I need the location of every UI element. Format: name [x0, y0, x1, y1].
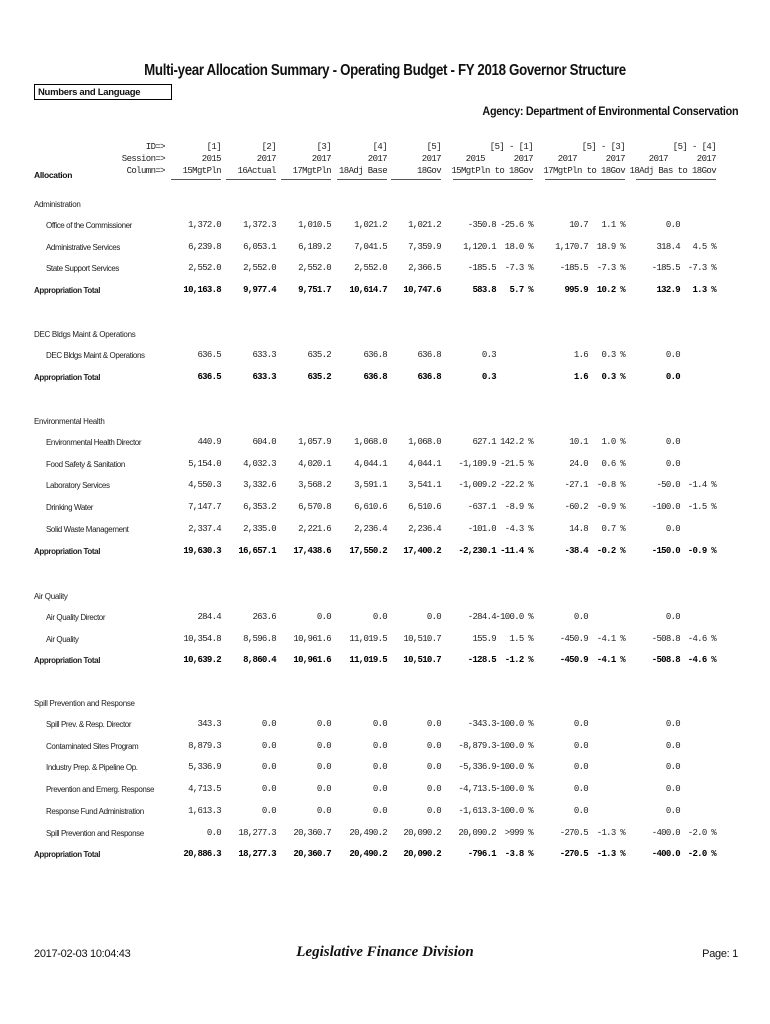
row-diff: -4,713.5 [458, 784, 496, 795]
row-value: 6,053.1 [243, 241, 276, 252]
column-id: [3] [316, 142, 331, 152]
allocation-row-label: Response Fund Administration [46, 806, 144, 816]
row-value: 3,541.1 [408, 480, 441, 491]
column-id: [2] [261, 142, 276, 152]
appropriation-total-label: Appropriation Total [34, 850, 101, 860]
allocation-row-label: Industry Prep. & Pipeline Op. [46, 763, 138, 773]
column-name: 17MgtPln [292, 166, 331, 176]
row-value: 8,596.8 [243, 633, 276, 644]
row-diff: 0.0 [573, 805, 588, 816]
diff-column-session-a: 2017 [557, 154, 577, 164]
row-value: 1,010.5 [298, 220, 331, 230]
row-diff-pct: -0.9 % [596, 502, 625, 513]
row-value: 0.0 [316, 784, 331, 795]
row-value: 0.0 [372, 805, 387, 816]
row-diff: -350.8 [467, 220, 496, 230]
row-diff-pct: -7.3 % [504, 263, 533, 274]
footer-page-number: Page: 1 [702, 948, 738, 960]
row-diff: 0.0 [665, 458, 680, 469]
row-diff: -27.1 [564, 480, 588, 491]
allocation-row-label: Air Quality [46, 634, 79, 644]
total-value: 18,277.3 [238, 849, 276, 860]
total-diff-pct: -0.9 % [687, 545, 716, 556]
total-value: 16,657.1 [238, 545, 276, 556]
row-value: 2,552.0 [298, 263, 331, 274]
row-value: 0.0 [261, 784, 276, 795]
row-value: 0.0 [261, 805, 276, 816]
row-diff: 0.0 [573, 740, 588, 751]
row-value: 4,020.1 [298, 458, 331, 469]
total-diff: -2,230.1 [458, 545, 496, 556]
row-diff-pct: -100.0 % [495, 740, 533, 751]
total-diff: 583.8 [472, 285, 496, 296]
row-diff-pct: -100.0 % [495, 612, 533, 622]
appropriation-total-label: Appropriation Total [34, 546, 101, 556]
row-diff: 1,170.7 [555, 241, 588, 252]
row-diff: 10.7 [569, 220, 588, 230]
total-diff-pct: 0.3 % [601, 371, 625, 382]
row-value: 6,189.2 [298, 241, 331, 252]
allocation-row-label: Prevention and Emerg. Response [46, 785, 155, 795]
row-value: 0.0 [316, 762, 331, 773]
total-diff-pct: 1.3 % [692, 285, 716, 296]
row-value: 0.0 [206, 827, 221, 838]
row-diff-pct: -21.5 % [500, 458, 533, 469]
row-value: 0.0 [426, 740, 441, 751]
row-diff-pct: -0.8 % [596, 480, 625, 491]
diff-column-id: [5] - [4] [672, 142, 716, 152]
row-value: 1,372.0 [188, 220, 221, 230]
total-value: 10,639.2 [183, 655, 221, 666]
row-value: 604.0 [252, 437, 276, 447]
total-value: 10,163.8 [183, 285, 221, 296]
diff-column-session-b: 2017 [696, 154, 716, 164]
row-value: 3,591.1 [354, 480, 387, 491]
row-value: 636.5 [197, 350, 221, 360]
total-value: 20,360.7 [293, 849, 331, 860]
row-diff-pct: -7.3 % [687, 263, 716, 274]
row-value: 635.2 [307, 350, 331, 360]
row-diff: -284.4 [467, 612, 496, 622]
row-value: 0.0 [316, 719, 331, 729]
total-diff: -150.0 [651, 545, 680, 556]
section-title: Spill Prevention and Response [34, 699, 135, 708]
row-value: 0.0 [372, 719, 387, 729]
allocation-row-label: State Support Services [46, 264, 120, 274]
row-diff-pct: 18.9 % [596, 241, 625, 252]
allocation-row-label: Environmental Health Director [46, 438, 142, 447]
row-value: 0.0 [426, 784, 441, 795]
row-value: 18,277.3 [238, 827, 276, 838]
column-id: [1] [206, 142, 221, 152]
row-diff: 10.1 [569, 437, 588, 447]
total-diff-pct: -0.2 % [596, 545, 625, 556]
total-value: 10,510.7 [403, 655, 441, 666]
row-value: 0.0 [426, 612, 441, 622]
row-value: 11,019.5 [349, 633, 387, 644]
diff-column-session-a: 2015 [465, 154, 485, 164]
total-diff-pct: -4.1 % [596, 655, 625, 666]
total-diff: 0.3 [481, 371, 496, 382]
row-diff-pct: 1.1 % [601, 220, 625, 230]
row-value: 284.4 [197, 612, 221, 622]
section-title: Air Quality [34, 592, 68, 601]
row-diff: -1,613.3 [458, 805, 496, 816]
row-value: 0.0 [261, 740, 276, 751]
row-diff: -8,879.3 [458, 740, 496, 751]
allocation-row-label: Administrative Services [46, 242, 120, 252]
diff-column-underline [545, 179, 625, 180]
row-value: 6,510.6 [408, 502, 441, 513]
appropriation-total-label: Appropriation Total [34, 372, 101, 382]
row-diff: -400.0 [651, 827, 680, 838]
total-diff-pct: -1.2 % [504, 655, 533, 666]
row-diff: 627.1 [472, 437, 496, 447]
row-value: 440.9 [197, 437, 221, 447]
column-id: [4] [372, 142, 387, 152]
row-diff: 0.3 [481, 350, 496, 360]
total-value: 11,019.5 [349, 655, 387, 666]
row-value: 4,044.1 [354, 458, 387, 469]
total-value: 10,747.6 [403, 285, 441, 296]
row-value: 7,041.5 [354, 241, 387, 252]
row-value: 4,713.5 [188, 784, 221, 795]
row-value: 636.8 [417, 350, 441, 360]
total-diff: -450.9 [559, 655, 588, 666]
row-value: 1,057.9 [298, 437, 331, 447]
column-session: 2015 [201, 154, 221, 164]
column-session: 2017 [256, 154, 276, 164]
row-diff: 0.0 [573, 719, 588, 729]
diff-column-underline [636, 179, 716, 180]
column-underline [281, 179, 331, 180]
section-title: Environmental Health [34, 417, 105, 426]
footer-division: Legislative Finance Division [296, 944, 474, 960]
row-value: 1,613.3 [188, 805, 221, 816]
total-value: 17,438.6 [293, 545, 331, 556]
total-value: 635.2 [307, 371, 331, 382]
numbers-language-box: Numbers and Language [34, 84, 172, 100]
row-diff-pct: -1.4 % [687, 480, 716, 491]
row-diff-pct: -1.3 % [596, 827, 625, 838]
row-value: 10,354.8 [183, 633, 221, 644]
row-value: 2,366.5 [408, 263, 441, 274]
row-diff-pct: 0.6 % [601, 458, 625, 469]
row-value: 0.0 [316, 805, 331, 816]
total-value: 17,550.2 [349, 545, 387, 556]
row-value: 636.8 [363, 350, 387, 360]
allocation-row-label: Drinking Water [46, 503, 94, 513]
total-value: 633.3 [252, 371, 276, 382]
agency-name: Agency: Department of Environmental Conservation [482, 104, 738, 118]
row-diff-pct: -100.0 % [495, 805, 533, 816]
total-diff: -38.4 [564, 545, 588, 556]
row-diff-pct: 1.5 % [509, 633, 533, 644]
total-value: 17,400.2 [403, 545, 441, 556]
row-diff: 1,120.1 [463, 241, 496, 252]
row-diff: -60.2 [564, 502, 588, 513]
report-title: Multi-year Allocation Summary - Operating Budget - FY 2018 Governor Structure [144, 62, 626, 79]
column-name: 15MgtPln [182, 166, 221, 176]
column-underline [337, 179, 387, 180]
row-diff: -1,009.2 [458, 480, 496, 491]
row-value: 2,221.6 [298, 523, 331, 534]
row-value: 6,570.8 [298, 502, 331, 513]
row-diff: -637.1 [467, 502, 496, 513]
total-diff: -400.0 [651, 849, 680, 860]
total-diff: 1.6 [573, 371, 588, 382]
row-value: 1,068.0 [408, 437, 441, 447]
row-value: 633.3 [252, 350, 276, 360]
row-value: 2,236.4 [408, 523, 441, 534]
row-diff-pct: 4.5 % [692, 241, 716, 252]
column-session: 2017 [421, 154, 441, 164]
row-value: 20,490.2 [349, 827, 387, 838]
column-underline [171, 179, 221, 180]
row-diff-pct: 1.0 % [601, 437, 625, 447]
row-diff-pct: 0.3 % [601, 350, 625, 360]
total-value: 636.5 [197, 371, 221, 382]
diff-column-id: [5] - [3] [581, 142, 625, 152]
row-value: 5,154.0 [188, 458, 221, 469]
row-diff-pct: -100.0 % [495, 762, 533, 773]
row-diff-pct: >999 % [504, 827, 533, 838]
row-diff-pct: -4.6 % [687, 633, 716, 644]
total-diff: -128.5 [467, 655, 496, 666]
total-diff-pct: 10.2 % [596, 285, 625, 296]
row-value: 7,359.9 [408, 241, 441, 252]
row-value: 263.6 [252, 612, 276, 622]
section-title: DEC Bldgs Maint & Operations [34, 330, 136, 339]
column-id: [5] [426, 142, 441, 152]
row-value: 2,552.0 [188, 263, 221, 274]
row-value: 0.0 [372, 762, 387, 773]
allocation-row-label: DEC Bldgs Maint & Operations [46, 351, 145, 360]
row-value: 0.0 [426, 762, 441, 773]
row-value: 4,550.3 [188, 480, 221, 491]
diff-column-underline [453, 179, 533, 180]
row-diff: -185.5 [651, 263, 680, 274]
diff-column-name: 15MgtPln to 18Gov [451, 166, 533, 176]
diff-column-name: 18Adj Bas to 18Gov [629, 166, 716, 176]
row-diff: -343.3 [467, 719, 496, 729]
allocation-row-label: Contaminated Sites Program [46, 741, 139, 751]
row-diff-pct: -8.9 % [504, 502, 533, 513]
total-value: 9,977.4 [243, 285, 276, 296]
allocation-row-label: Food Safety & Sanitation [46, 459, 125, 469]
total-value: 9,751.7 [298, 285, 331, 296]
row-diff: 0.0 [665, 740, 680, 751]
row-diff: -508.8 [651, 633, 680, 644]
row-value: 20,090.2 [403, 827, 441, 838]
total-value: 636.8 [363, 371, 387, 382]
row-diff: 0.0 [665, 784, 680, 795]
row-value: 0.0 [261, 762, 276, 773]
row-diff: 24.0 [569, 458, 588, 469]
total-value: 20,090.2 [403, 849, 441, 860]
row-diff-pct: -7.3 % [596, 263, 625, 274]
row-diff-pct: -100.0 % [495, 719, 533, 729]
column-underline [226, 179, 276, 180]
row-value: 0.0 [372, 740, 387, 751]
total-diff: 132.9 [656, 285, 680, 296]
allocation-row-label: Office of the Commissioner [46, 221, 132, 230]
diff-column-session-b: 2017 [513, 154, 533, 164]
row-diff: -101.0 [467, 523, 496, 534]
row-diff-pct: -25.6 % [500, 220, 533, 230]
row-diff: -1,109.9 [458, 458, 496, 469]
total-value: 10,614.7 [349, 285, 387, 296]
row-value: 10,510.7 [403, 633, 441, 644]
row-diff: 0.0 [665, 220, 680, 230]
row-diff: 1.6 [573, 350, 588, 360]
row-value: 0.0 [426, 719, 441, 729]
header-row-label: Column=> [126, 166, 165, 176]
total-diff: 995.9 [564, 285, 588, 296]
appropriation-total-label: Appropriation Total [34, 286, 101, 296]
column-underline [391, 179, 441, 180]
row-diff-pct: -4.1 % [596, 633, 625, 644]
row-value: 4,032.3 [243, 458, 276, 469]
row-diff-pct: -22.2 % [500, 480, 533, 491]
total-diff: -796.1 [467, 849, 496, 860]
row-diff-pct: -4.3 % [504, 523, 533, 534]
allocation-row-label: Solid Waste Management [46, 524, 129, 534]
diff-column-session-a: 2017 [648, 154, 668, 164]
row-value: 0.0 [261, 719, 276, 729]
row-value: 343.3 [197, 719, 221, 729]
row-diff: -270.5 [559, 827, 588, 838]
row-diff: 0.0 [665, 762, 680, 773]
header-row-label: Session=> [121, 154, 165, 164]
column-name: 16Actual [237, 166, 276, 176]
row-diff: -185.5 [559, 263, 588, 274]
diff-column-id: [5] - [1] [489, 142, 533, 152]
allocation-label: Allocation [34, 170, 73, 180]
total-diff-pct: -11.4 % [500, 545, 533, 556]
total-diff-pct: -1.3 % [596, 849, 625, 860]
row-value: 3,568.2 [298, 480, 331, 491]
total-value: 20,490.2 [349, 849, 387, 860]
total-diff-pct: -4.6 % [687, 655, 716, 666]
row-value: 6,353.2 [243, 502, 276, 513]
row-diff: 0.0 [665, 719, 680, 729]
diff-column-name: 17MgtPln to 18Gov [543, 166, 625, 176]
row-diff: 0.0 [665, 805, 680, 816]
total-diff: 0.0 [665, 371, 680, 382]
row-value: 1,372.3 [243, 220, 276, 230]
total-diff-pct: 5.7 % [509, 285, 533, 296]
footer-timestamp: 2017-02-03 10:04:43 [34, 948, 131, 960]
row-diff: -5,336.9 [458, 762, 496, 773]
row-value: 6,239.8 [188, 241, 221, 252]
row-diff: 155.9 [472, 633, 496, 644]
row-value: 2,236.4 [354, 523, 387, 534]
column-name: 18Adj Base [338, 166, 387, 176]
column-session: 2017 [311, 154, 331, 164]
total-diff: -508.8 [651, 655, 680, 666]
row-value: 5,336.9 [188, 762, 221, 773]
row-diff-pct: -100.0 % [495, 784, 533, 795]
row-diff-pct: -2.0 % [687, 827, 716, 838]
total-diff-pct: -2.0 % [687, 849, 716, 860]
row-value: 4,044.1 [408, 458, 441, 469]
diff-column-session-b: 2017 [605, 154, 625, 164]
row-value: 2,552.0 [354, 263, 387, 274]
row-value: 10,961.6 [293, 633, 331, 644]
row-diff-pct: 18.0 % [504, 241, 533, 252]
total-diff: -270.5 [559, 849, 588, 860]
row-diff: 0.0 [665, 612, 680, 622]
header-row-label: ID=> [145, 142, 165, 152]
row-value: 2,552.0 [243, 263, 276, 274]
row-value: 0.0 [372, 612, 387, 622]
row-diff: -50.0 [656, 480, 680, 491]
row-value: 20,360.7 [293, 827, 331, 838]
row-value: 1,021.2 [354, 220, 387, 230]
row-value: 3,332.6 [243, 480, 276, 491]
column-name: 18Gov [416, 166, 441, 176]
total-diff-pct: -3.8 % [504, 849, 533, 860]
row-value: 1,021.2 [408, 220, 441, 230]
row-value: 0.0 [316, 740, 331, 751]
row-diff: 0.0 [665, 437, 680, 447]
section-title: Administration [34, 200, 81, 209]
row-diff: 0.0 [573, 784, 588, 795]
allocation-row-label: Spill Prev. & Resp. Director [46, 720, 132, 729]
allocation-row-label: Air Quality Director [46, 613, 106, 622]
row-diff: -100.0 [651, 502, 680, 513]
row-value: 2,337.4 [188, 523, 221, 534]
row-value: 2,335.0 [243, 523, 276, 534]
allocation-row-label: Laboratory Services [46, 481, 110, 491]
row-diff-pct: 0.7 % [601, 523, 625, 534]
row-diff: -185.5 [467, 263, 496, 274]
allocation-row-label: Spill Prevention and Response [46, 828, 144, 838]
appropriation-total-label: Appropriation Total [34, 656, 101, 666]
row-diff: 14.8 [569, 523, 588, 534]
row-diff-pct: -1.5 % [687, 502, 716, 513]
row-diff: 0.0 [665, 350, 680, 360]
total-value: 20,886.3 [183, 849, 221, 860]
row-diff: 0.0 [573, 762, 588, 773]
row-diff: 318.4 [656, 241, 680, 252]
row-diff: -450.9 [559, 633, 588, 644]
row-value: 7,147.7 [188, 502, 221, 513]
row-diff: 20,090.2 [458, 827, 496, 838]
total-value: 10,961.6 [293, 655, 331, 666]
row-value: 0.0 [372, 784, 387, 795]
row-value: 0.0 [316, 612, 331, 622]
row-value: 8,879.3 [188, 740, 221, 751]
row-value: 0.0 [426, 805, 441, 816]
total-value: 19,630.3 [183, 545, 221, 556]
row-diff-pct: 142.2 % [500, 437, 533, 447]
column-session: 2017 [367, 154, 387, 164]
row-diff: 0.0 [665, 523, 680, 534]
row-value: 1,068.0 [354, 437, 387, 447]
total-value: 636.8 [417, 371, 441, 382]
row-diff: 0.0 [573, 612, 588, 622]
total-value: 8,860.4 [243, 655, 276, 666]
row-value: 6,610.6 [354, 502, 387, 513]
